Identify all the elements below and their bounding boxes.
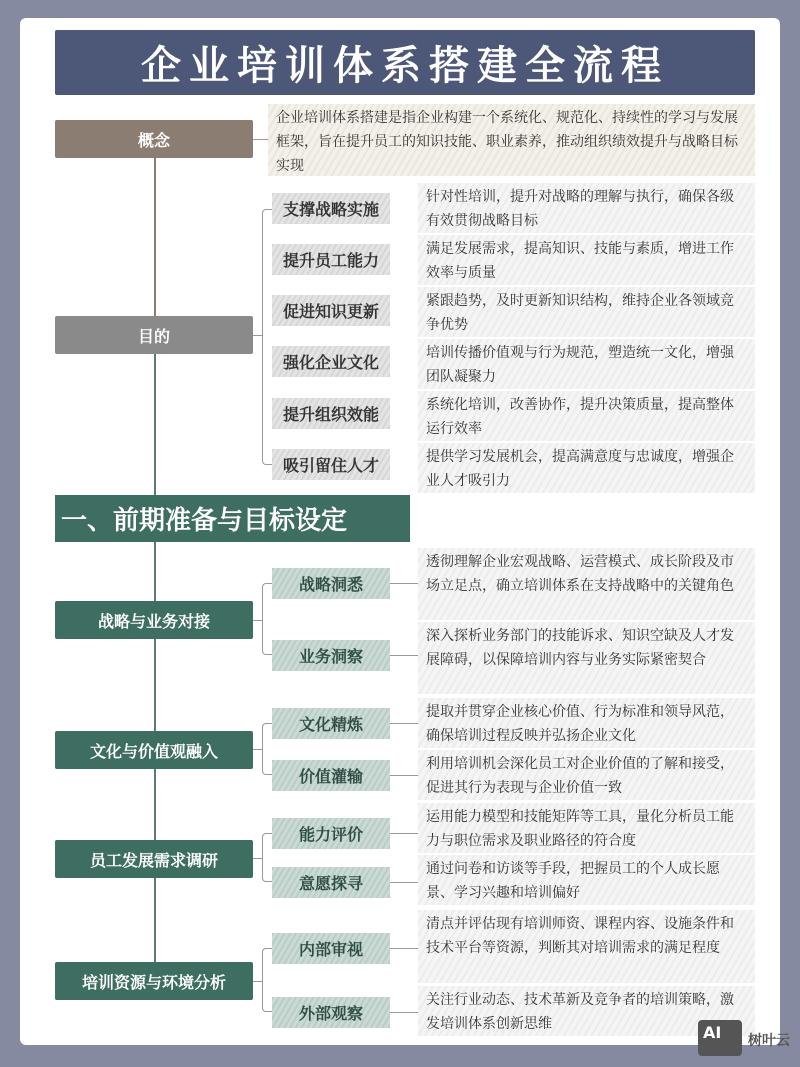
group-label: 战略与业务对接 — [55, 601, 253, 639]
group-label: 员工发展需求调研 — [55, 840, 253, 878]
page-title: 企业培训体系搭建全流程 — [55, 30, 755, 95]
connector — [390, 1012, 418, 1013]
bracket — [262, 833, 272, 882]
bracket — [262, 583, 272, 655]
group-item-text: 清点并评估现有培训师资、课程内容、设施条件和技术平台等资源，判断其对培训需求的满足程度 — [418, 910, 755, 983]
group-item-label: 业务洞察 — [272, 640, 390, 671]
group-item-text: 提取并贯穿企业核心价值、行为标准和领导风范，确保培训过程反映并弘扬企业文化 — [418, 698, 755, 748]
connector — [253, 981, 262, 982]
group-item-label: 价值灌输 — [272, 760, 390, 791]
connector — [154, 158, 156, 316]
group-item-text: 利用培训机会深化员工对企业价值的了解和接受，促进其行为表现与企业价值一致 — [418, 750, 755, 800]
bracket — [262, 209, 272, 465]
concept-text: 企业培训体系搭建是指企业构建一个系统化、规范化、持续性的学习与发展框架，旨在提升员工的知识技能、职业素养，推动组织绩效提升与战略目标实现 — [268, 104, 755, 176]
purpose-item-text: 满足发展需求，提高知识、技能与素质，增进工作效率与质量 — [418, 235, 755, 285]
connector — [390, 833, 418, 834]
purpose-item-label: 吸引留住人才 — [272, 449, 390, 480]
connector — [253, 749, 262, 750]
connector — [253, 620, 262, 621]
group-item-label: 内部审视 — [272, 933, 390, 964]
connector — [390, 775, 418, 776]
group-item-text: 运用能力模型和技能矩阵等工具，量化分析员工能力与职位需求及职业路径的符合度 — [418, 803, 755, 853]
purpose-item-text: 培训传播价值观与行为规范，塑造统一文化，增强团队凝聚力 — [418, 339, 755, 389]
watermark-text: 树叶云 — [748, 1033, 790, 1049]
group-label: 文化与价值观融入 — [55, 731, 253, 769]
connector — [390, 723, 418, 724]
purpose-item-label: 提升员工能力 — [272, 244, 390, 275]
connector — [390, 948, 418, 949]
group-item-text: 透彻理解企业宏观战略、运营模式、成长阶段及市场立足点，确立培训体系在支持战略中的关键角色 — [418, 548, 755, 620]
connector — [154, 354, 156, 495]
section-heading: 一、前期准备与目标设定 — [55, 495, 410, 542]
bracket — [262, 948, 272, 1012]
connector — [253, 139, 268, 140]
concept-label: 概念 — [55, 120, 253, 158]
connector — [390, 583, 418, 584]
connector — [390, 655, 418, 656]
group-item-label: 文化精炼 — [272, 708, 390, 739]
purpose-item-label: 提升组织效能 — [272, 398, 390, 429]
watermark-logo-icon: AI — [698, 1020, 742, 1056]
group-item-text: 深入探析业务部门的技能诉求、知识空缺及人才发展障碍，以保障培训内容与业务实际紧密契合 — [418, 622, 755, 694]
connector — [390, 882, 418, 883]
bracket — [262, 723, 272, 775]
purpose-item-text: 紧跟趋势，及时更新知识结构，维持企业各领域竞争优势 — [418, 287, 755, 337]
group-item-label: 外部观察 — [272, 997, 390, 1028]
connector — [253, 335, 262, 336]
purpose-item-label: 强化企业文化 — [272, 346, 390, 377]
group-item-text: 关注行业动态、技术革新及竞争者的培训策略，激发培训体系创新思维 — [418, 986, 755, 1036]
group-item-label: 能力评价 — [272, 818, 390, 849]
group-label: 培训资源与环境分析 — [55, 962, 253, 1000]
purpose-item-label: 支撑战略实施 — [272, 193, 390, 224]
group-item-text: 通过问卷和访谈等手段，把握员工的个人成长愿景、学习兴趣和培训偏好 — [418, 855, 755, 905]
purpose-label: 目的 — [55, 316, 253, 354]
purpose-item-label: 促进知识更新 — [272, 295, 390, 326]
purpose-item-text: 针对性培训，提升对战略的理解与执行，确保各级有效贯彻战略目标 — [418, 183, 755, 233]
group-item-label: 意愿探寻 — [272, 867, 390, 898]
purpose-item-text: 系统化培训，改善协作，提升决策质量，提高整体运行效率 — [418, 391, 755, 441]
connector — [253, 858, 262, 859]
purpose-item-text: 提供学习发展机会，提高满意度与忠诚度，增强企业人才吸引力 — [418, 443, 755, 493]
group-item-label: 战略洞悉 — [272, 568, 390, 599]
